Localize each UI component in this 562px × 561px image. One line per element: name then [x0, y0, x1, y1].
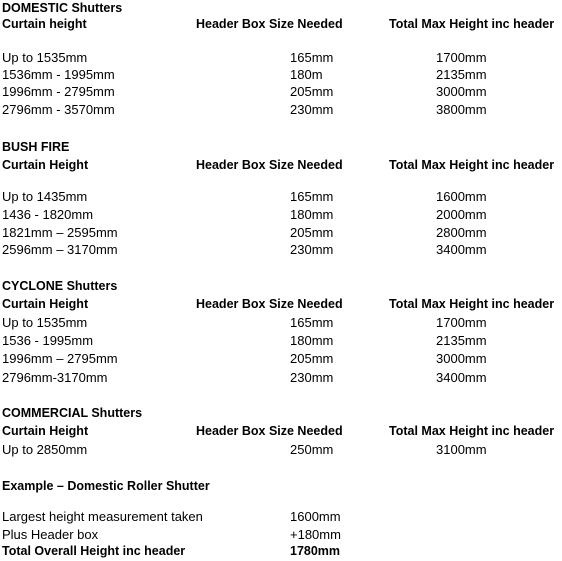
total-max-height-cell: 3400mm	[436, 370, 487, 385]
table-row	[0, 369, 562, 386]
header-box-size-cell: 165mm	[290, 50, 334, 65]
example-section-title: Example – Domestic Roller Shutter	[2, 479, 210, 493]
column-header-total-max-height: Total Max Height inc header	[389, 424, 555, 438]
example-value: 1600mm	[290, 509, 341, 524]
total-max-height-cell: 2000mm	[436, 207, 487, 222]
table-row	[0, 49, 562, 66]
curtain-height-cell: 1436 - 1820mm	[2, 207, 94, 222]
column-header-header-box-size: Header Box Size Needed	[196, 297, 343, 311]
example-value: +180mm	[290, 527, 341, 542]
header-box-size-cell: 180mm	[290, 333, 334, 348]
table-row	[0, 224, 562, 241]
total-max-height-cell: 2800mm	[436, 225, 487, 240]
total-max-height-cell: 2135mm	[436, 67, 487, 82]
table-row	[0, 66, 562, 83]
example-total-value: 1780mm	[290, 544, 341, 558]
example-row-measurement	[0, 508, 562, 525]
curtain-height-cell: Up to 2850mm	[2, 442, 88, 457]
header-box-size-cell: 230mm	[290, 102, 334, 117]
header-box-size-cell: 230mm	[290, 370, 334, 385]
example-row-header-box	[0, 526, 562, 543]
curtain-height-cell: Up to 1535mm	[2, 50, 88, 65]
domestic-table-header	[0, 16, 562, 33]
example-row-total	[0, 543, 562, 560]
table-row	[0, 188, 562, 205]
total-max-height-cell: 3000mm	[436, 84, 487, 99]
curtain-height-cell: Up to 1535mm	[2, 315, 88, 330]
column-header-total-max-height: Total Max Height inc header	[389, 17, 555, 31]
total-max-height-cell: 3000mm	[436, 351, 487, 366]
column-header-header-box-size: Header Box Size Needed	[196, 158, 343, 172]
domestic-section-title: DOMESTIC Shutters	[2, 1, 123, 15]
table-row	[0, 83, 562, 100]
example-label: Plus Header box	[2, 527, 99, 542]
total-max-height-cell: 3800mm	[436, 102, 487, 117]
bushfire-table-header	[0, 157, 562, 174]
curtain-height-cell: Up to 1435mm	[2, 189, 88, 204]
header-box-size-cell: 205mm	[290, 84, 334, 99]
curtain-height-cell: 1996mm – 2795mm	[2, 351, 118, 366]
table-row	[0, 314, 562, 331]
header-box-size-cell: 180m	[290, 67, 323, 82]
table-row	[0, 350, 562, 367]
total-max-height-cell: 3400mm	[436, 242, 487, 257]
table-row	[0, 101, 562, 118]
curtain-height-cell: 1821mm – 2595mm	[2, 225, 118, 240]
cyclone-table-header	[0, 296, 562, 313]
header-box-size-cell: 180mm	[290, 207, 334, 222]
bushfire-section-title: BUSH FIRE	[2, 140, 70, 154]
column-header-header-box-size: Header Box Size Needed	[196, 17, 343, 31]
curtain-height-cell: 2596mm – 3170mm	[2, 242, 118, 257]
table-row	[0, 332, 562, 349]
column-header-curtain-height: Curtain Height	[2, 158, 89, 172]
table-row	[0, 441, 562, 458]
header-box-size-cell: 205mm	[290, 225, 334, 240]
header-box-size-cell: 165mm	[290, 315, 334, 330]
column-header-header-box-size: Header Box Size Needed	[196, 424, 343, 438]
commercial-section-title: COMMERCIAL Shutters	[2, 406, 143, 420]
header-box-size-cell: 205mm	[290, 351, 334, 366]
total-max-height-cell: 1700mm	[436, 315, 487, 330]
column-header-curtain-height: Curtain height	[2, 17, 87, 31]
commercial-table-header	[0, 423, 562, 440]
total-max-height-cell: 2135mm	[436, 333, 487, 348]
curtain-height-cell: 2796mm-3170mm	[2, 370, 108, 385]
table-row	[0, 206, 562, 223]
example-label: Largest height measurement taken	[2, 509, 203, 524]
table-row	[0, 241, 562, 258]
column-header-total-max-height: Total Max Height inc header	[389, 158, 555, 172]
total-max-height-cell: 1600mm	[436, 189, 487, 204]
total-max-height-cell: 1700mm	[436, 50, 487, 65]
example-total-label: Total Overall Height inc header	[2, 544, 186, 558]
header-box-size-cell: 250mm	[290, 442, 334, 457]
total-max-height-cell: 3100mm	[436, 442, 487, 457]
curtain-height-cell: 1536 - 1995mm	[2, 333, 94, 348]
curtain-height-cell: 1536mm - 1995mm	[2, 67, 115, 82]
curtain-height-cell: 2796mm - 3570mm	[2, 102, 115, 117]
column-header-curtain-height: Curtain Height	[2, 297, 89, 311]
cyclone-section-title: CYCLONE Shutters	[2, 279, 118, 293]
column-header-curtain-height: Curtain Height	[2, 424, 89, 438]
header-box-size-cell: 230mm	[290, 242, 334, 257]
header-box-size-cell: 165mm	[290, 189, 334, 204]
curtain-height-cell: 1996mm - 2795mm	[2, 84, 115, 99]
column-header-total-max-height: Total Max Height inc header	[389, 297, 555, 311]
